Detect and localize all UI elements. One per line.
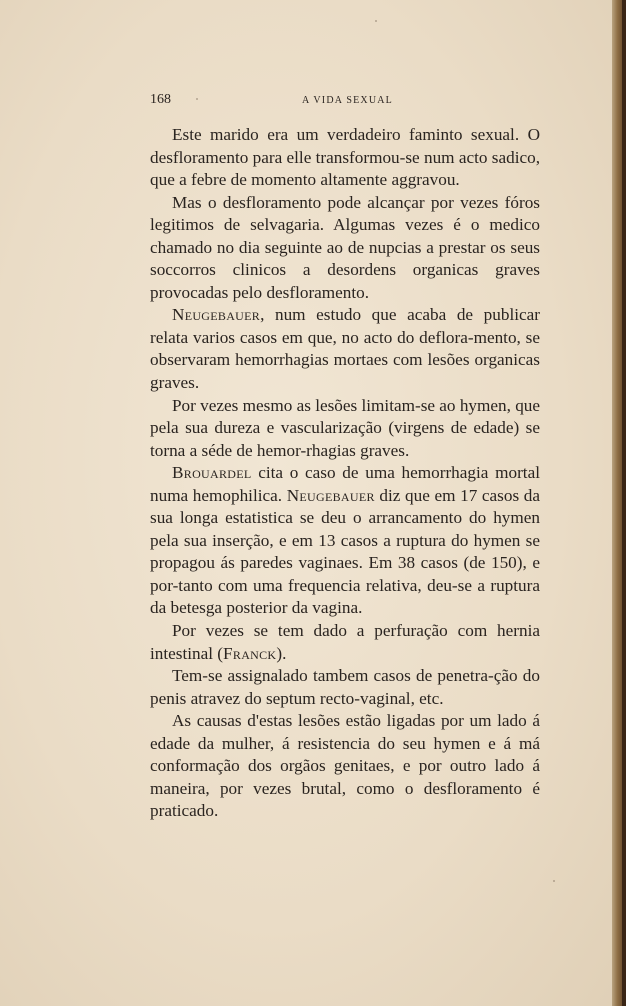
author-name: Franck [223, 643, 277, 663]
paragraph [150, 192, 540, 305]
paragraph [150, 462, 540, 620]
paragraph [150, 665, 540, 710]
author-name: Neugebauer [172, 305, 261, 325]
running-title: A VIDA SEXUAL [302, 95, 393, 106]
paragraph [150, 395, 540, 463]
paper-speck [196, 98, 198, 100]
page-number: 168 [150, 92, 171, 107]
paragraph [150, 304, 540, 394]
paragraph [150, 710, 540, 823]
text-run: As causas d'estas lesões estão ligadas por um lado á edade da mulher, á resistencia do seu hymen e á má conformação dos orgãos genitaes, e por outro lado á maneira, por vezes brutal, como o desfloramento é praticado. [150, 711, 540, 821]
page-header [150, 92, 542, 112]
body-text [150, 124, 540, 823]
paragraph [150, 620, 540, 665]
author-name: Neugebauer [286, 485, 375, 505]
paragraph [150, 124, 540, 192]
text-run: cita o caso de uma hemorrhagia mortal numa hemophilica. [150, 463, 540, 505]
text-run: Por vezes se tem dado a perfuração com hernia intestinal ( [150, 621, 540, 663]
text-run: diz que em 17 casos da sua longa estatistica se deu o arrancamento do hymen pela sua inserção, e em 13 casos a ruptura do hymen se propagou ás paredes vaginaes. Em 38 casos (de 150), e por-tanto com uma frequencia relativa, deu-se a ruptura da betesga posterior da vagina. [150, 485, 540, 618]
text-run: ). [276, 643, 287, 663]
text-run: Por vezes mesmo as lesões limitam-se ao hymen, que pela sua dureza e vascularização (virgens de edade) se torna a séde de hemor-rhagias graves. [150, 395, 541, 460]
text-run: , num estudo que acaba de publicar relata varios casos em que, no acto do deflora-mento, se observaram hemorrhagias mortaes com lesões organicas graves. [150, 305, 540, 393]
book-spine-shadow [622, 0, 626, 1006]
text-run: Mas o desfloramento pode alcançar por vezes fóros legitimos de selvagaria. Algumas vezes é o medico chamado no dia seguinte ao de nupcias a prestar os seus soccorros clinicos a desordens organicas graves provocadas pelo desfloramento. [150, 192, 540, 302]
paper-speck [553, 880, 555, 882]
text-run: Este marido era um verdadeiro faminto sexual. O desfloramento para elle transformou-se num acto sadico, que a febre de momento altamente aggravou. [150, 125, 540, 190]
paper-speck [375, 20, 377, 22]
author-name: Brouardel [172, 463, 252, 483]
text-run: Tem-se assignalado tambem casos de penetra-ção do penis atravez do septum recto-vaginal, etc. [150, 666, 540, 708]
